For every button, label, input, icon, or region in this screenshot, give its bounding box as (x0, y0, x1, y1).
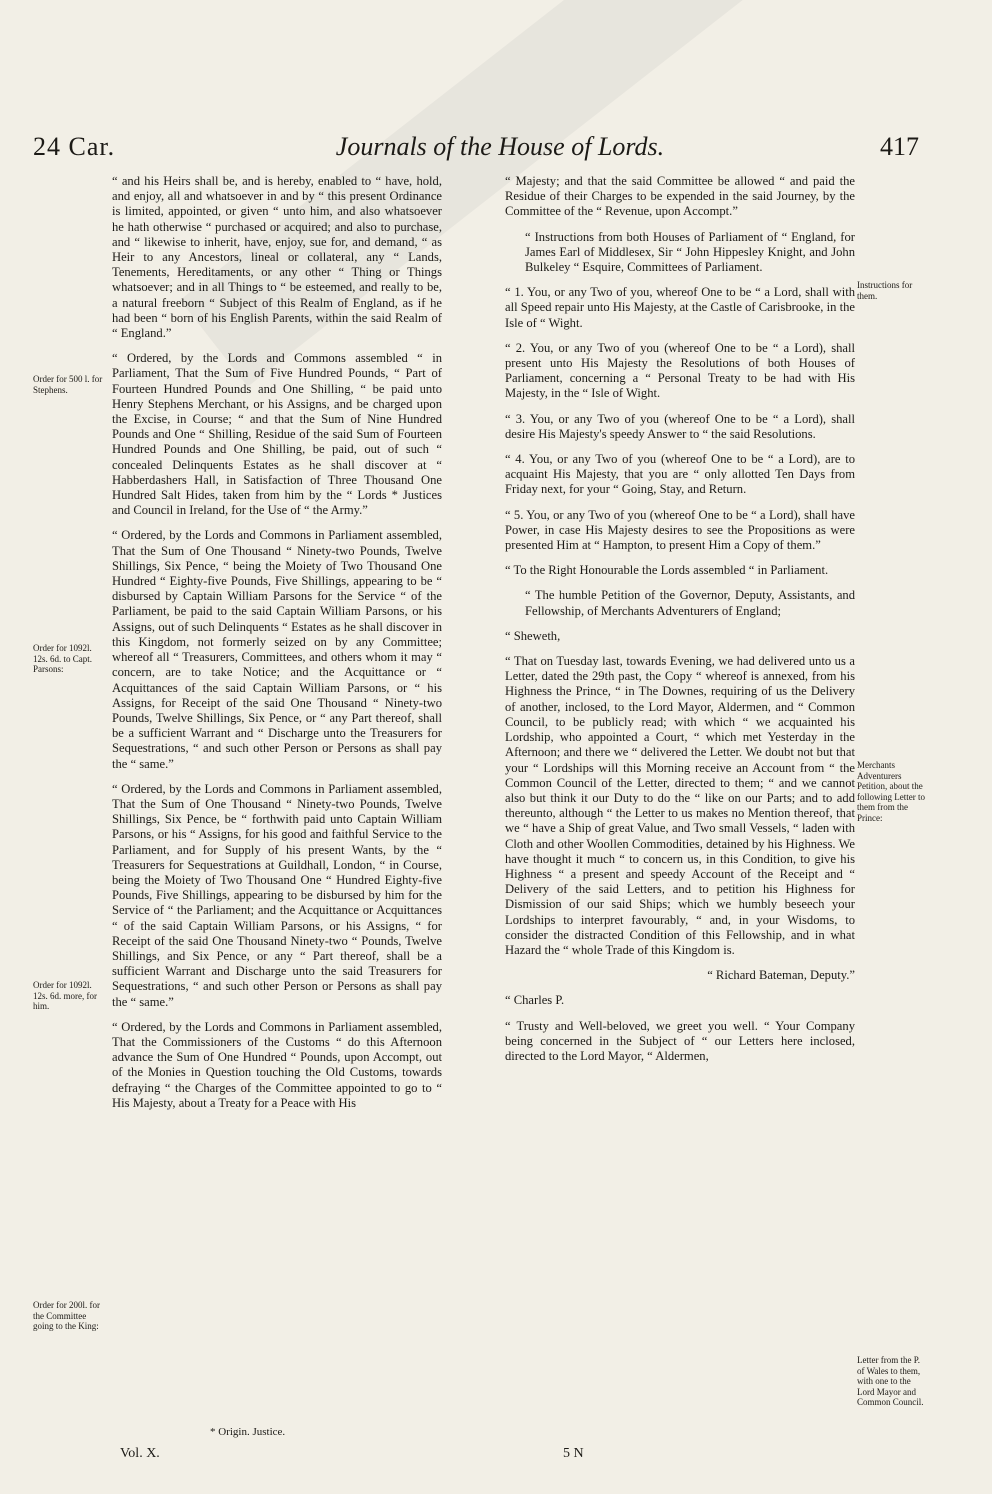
paragraph: “ Ordered, by the Lords and Commons assembled “ in Parliament, That the Sum of Five Hundred Pounds, “ Part of Fourteen Hundred Pounds and One Shilling, “ be paid unto Henry Stephens Merchant, or his Assigns, and be charged upon the Excise, in Course; “ and that the Sum of Nine Hundred Pounds and One “ Shilling, Residue of the said Sum of Fourteen Hundred Pounds and One Shilling, be paid, out of such “ concealed Delinquents Estates as he shall discover at “ Habberdashers Hall, in Satisfaction of Three Thousand One Hundred Salt Hides, taken from him by the “ Lords * Justices and Council in Ireland, for the Use of “ the Army.” (112, 351, 442, 518)
header-page-number: 417 (880, 132, 919, 161)
letter-text: “ Trusty and Well-beloved, we greet you well. “ Your Company being concerned in the Subject of “ our Letters here inclosed, directed to the Lord Mayor, “ Aldermen, (505, 1018, 855, 1063)
margin-note-parsons-more: Order for 1092l. 12s. 6d. more, for him. (33, 980, 97, 1011)
margin-note-stephens: Order for 500 l. for Stephens. (33, 374, 103, 395)
petition-body: “ That on Tuesday last, towards Evening, we had delivered unto us a Letter, dated the 29th past, the Copy “ whereof is annexed, from his Highness the Prince, “ in The Downes, requiring of us the Delivery of another, inclosed, to the Lord Mayor, Aldermen, and “ Common Council, to be publicly read; with which “ we acquainted his Lordship, who appointed a Court, “ which met Yesterday in the Afternoon; and there we “ delivered the Letter. We doubt not but that your “ Lordships will this Morning receive an Account from “ the Common Council of the Letter, directed to them; “ and we cannot also but think it our Duty to do the “ like on our Parts; and to add thereunto, although “ the Letter to us makes no Mention thereof, that we “ have a Ship of great Value, and Two small Vessels, “ laden with Cloth and other Woollen Commodities, detained by his Highness. We have thought it much “ to concern us, in this Condition, to give his Highness “ a present and speedy Account of the Receipt and “ Delivery of the said Letters, and to petition his Highness for Dismission of our said Ships; which we humbly beseech your Lordships to interpret favourably, “ and, in your Wisdoms, to consider the distracted Condition of this Fellowship, and in what Hazard the “ whole Trade of this Kingdom is. (505, 654, 855, 957)
margin-note-letter: Letter from the P. of Wales to them, with one to the Lord Mayor and Common Council. (857, 1355, 924, 1407)
header-title: Journals of the House of Lords. (335, 132, 665, 161)
paragraph: “ and his Heirs shall be, and is hereby, enabled to “ have, hold, and enjoy, all and whatsoever in and by “ this present Ordinance is limited, appointed, or given “ unto him, and also whatsoever he hath otherwise “ purchased or acquired; and also to purchase, and “ likewise to inherit, have, enjoy, sue for, and demand, “ as Heir to any Ancestors, lineal or collateral, any “ Lands, Tenements, Hereditaments, or any other “ Thing or Things whatsoever; and in all Things to “ be esteemed, and really to be, a natural freeborn “ Subject of this Realm of England, as if he had been “ born of his English Parents, within the said Realm of “ England.” (112, 174, 442, 341)
margin-note-committee: Order for 200l. for the Committee going to the King: (33, 1300, 100, 1331)
volume-label: Vol. X. (120, 1446, 160, 1461)
margin-note-merchants: Merchants Adventurers Petition, about the following Letter to them from the Prince: (857, 760, 925, 823)
petition-title: “ The humble Petition of the Governor, Deputy, Assistants, and Fellowship, of Merchants Adventurers of England; (525, 588, 855, 618)
instruction-5: “ 5. You, or any Two of you (whereof One to be “ a Lord), shall have Power, in case His Majesty desires to see the Propositions as were presented Him at “ Hampton, to present Him a Copy of them.” (505, 507, 855, 553)
instructions-title: “ Instructions from both Houses of Parliament of “ England, for James Earl of Middlesex, Sir “ John Hippesley Knight, and John Bulkeley “ Esquire, Committees of Parliament. (525, 229, 855, 275)
charles: “ Charles P. (505, 993, 565, 1008)
instruction-2: “ 2. You, or any Two of you (whereof One to be “ a Lord), shall present unto His Majesty the Resolutions of both Houses of Parliament, concerning a “ Personal Treaty to be had with His Majesty, in the “ Isle of Wight. (505, 340, 855, 401)
paragraph: “ Ordered, by the Lords and Commons in Parliament assembled, That the Commissioners of the Customs “ do this Afternoon advance the Sum of One Hundred “ Pounds, upon Accompt, out of the Monies in Question touching the Old Customs, towards defraying “ the Charges of the Committee appointed to go to “ His Majesty, about a Treaty for a Peace with His (112, 1019, 442, 1110)
signature: “ Richard Bateman, Deputy.” (707, 968, 855, 983)
signature-mark: 5 N (563, 1446, 584, 1461)
instruction-4: “ 4. You, or any Two of you (whereof One to be “ a Lord), are to acquaint His Majesty, that you are “ only allotted Ten Days from Friday next, for your “ Going, Stay, and Return. (505, 452, 855, 497)
margin-note-instructions: Instructions for them. (857, 280, 913, 301)
instruction-1: “ 1. You, or any Two of you, whereof One to be “ a Lord, shall with all Speed repair unto His Majesty, at the Castle of Carisbrooke, in the Isle of “ Wight. (505, 285, 855, 330)
footnote: * Origin. Justice. (210, 1426, 286, 1438)
left-column (112, 174, 442, 1121)
paragraph: “ Majesty; and that the said Committee be allowed “ and paid the Residue of their Charges to be expended in the said Journey, by the Committee of the “ Revenue, upon Accompt.” (505, 174, 855, 219)
header-left: 24 Car. (33, 132, 116, 161)
petition-address: “ To the Right Honourable the Lords assembled “ in Parliament. (505, 563, 829, 578)
margin-note-parsons: Order for 1092l. 12s. 6d. to Capt. Parsons: (33, 643, 93, 674)
right-column (505, 174, 855, 1074)
sheweth: “ Sheweth, (505, 628, 561, 643)
paragraph: “ Ordered, by the Lords and Commons in Parliament assembled, That the Sum of One Thousand “ Ninety-two Pounds, Twelve Shillings, Six Pence, be “ forthwith paid unto Captain William Parsons, or his “ Assigns, for his good and faithful Service to the Parliament, and for Supply of his present Wants, by the “ Treasurers for Sequestrations at Guildhall, London, “ in Course, being the Moiety of Two Thousand One “ Hundred Eighty-five Pounds, Five Shillings, appearing to be disbursed by him for the Service of “ the Parliament; and the Acquittance or Acquittances “ of the said Captain William Parsons, or his Assigns, “ for Receipt of the said One Thousand Ninety-two “ Pounds, Twelve Shillings, and Six Pence, or any “ Part thereof, shall be a sufficient Warrant and Discharge unto the said Treasurers for Sequestrations, “ and such other Person or Persons as shall pay the “ same.” (112, 781, 442, 1009)
instruction-3: “ 3. You, or any Two of you (whereof One to be “ a Lord), shall desire His Majesty's speedy Answer to “ the said Resolutions. (505, 411, 855, 441)
paragraph: “ Ordered, by the Lords and Commons in Parliament assembled, That the Sum of One Thousand “ Ninety-two Pounds, Twelve Shillings, Six Pence, “ being the Moiety of Two Thousand One Hundred “ Eighty-five Pounds, Five Shillings, appearing to be “ disbursed by Captain William Parsons for the Service “ of the Parliament, be paid to the said Captain William Parsons, or his Assigns, out of such Delinquents “ Estates as he shall discover in this Kingdom, not formerly seized on by any Committee; whereof all “ Treasurers, Committees, and others whom it may “ concern, are to take Notice; and the Acquittance or “ Acquittances of the said Captain William Parsons, or “ his Assigns, for Receipt of the said One Thousand “ Ninety-two Pounds, Twelve Shillings, Six Pence, or “ any Part thereof, shall be a sufficient Warrant and “ Discharge unto the Treasurers for Sequestrations, “ and such other Person or Persons as shall pay the “ same.” (112, 528, 442, 771)
